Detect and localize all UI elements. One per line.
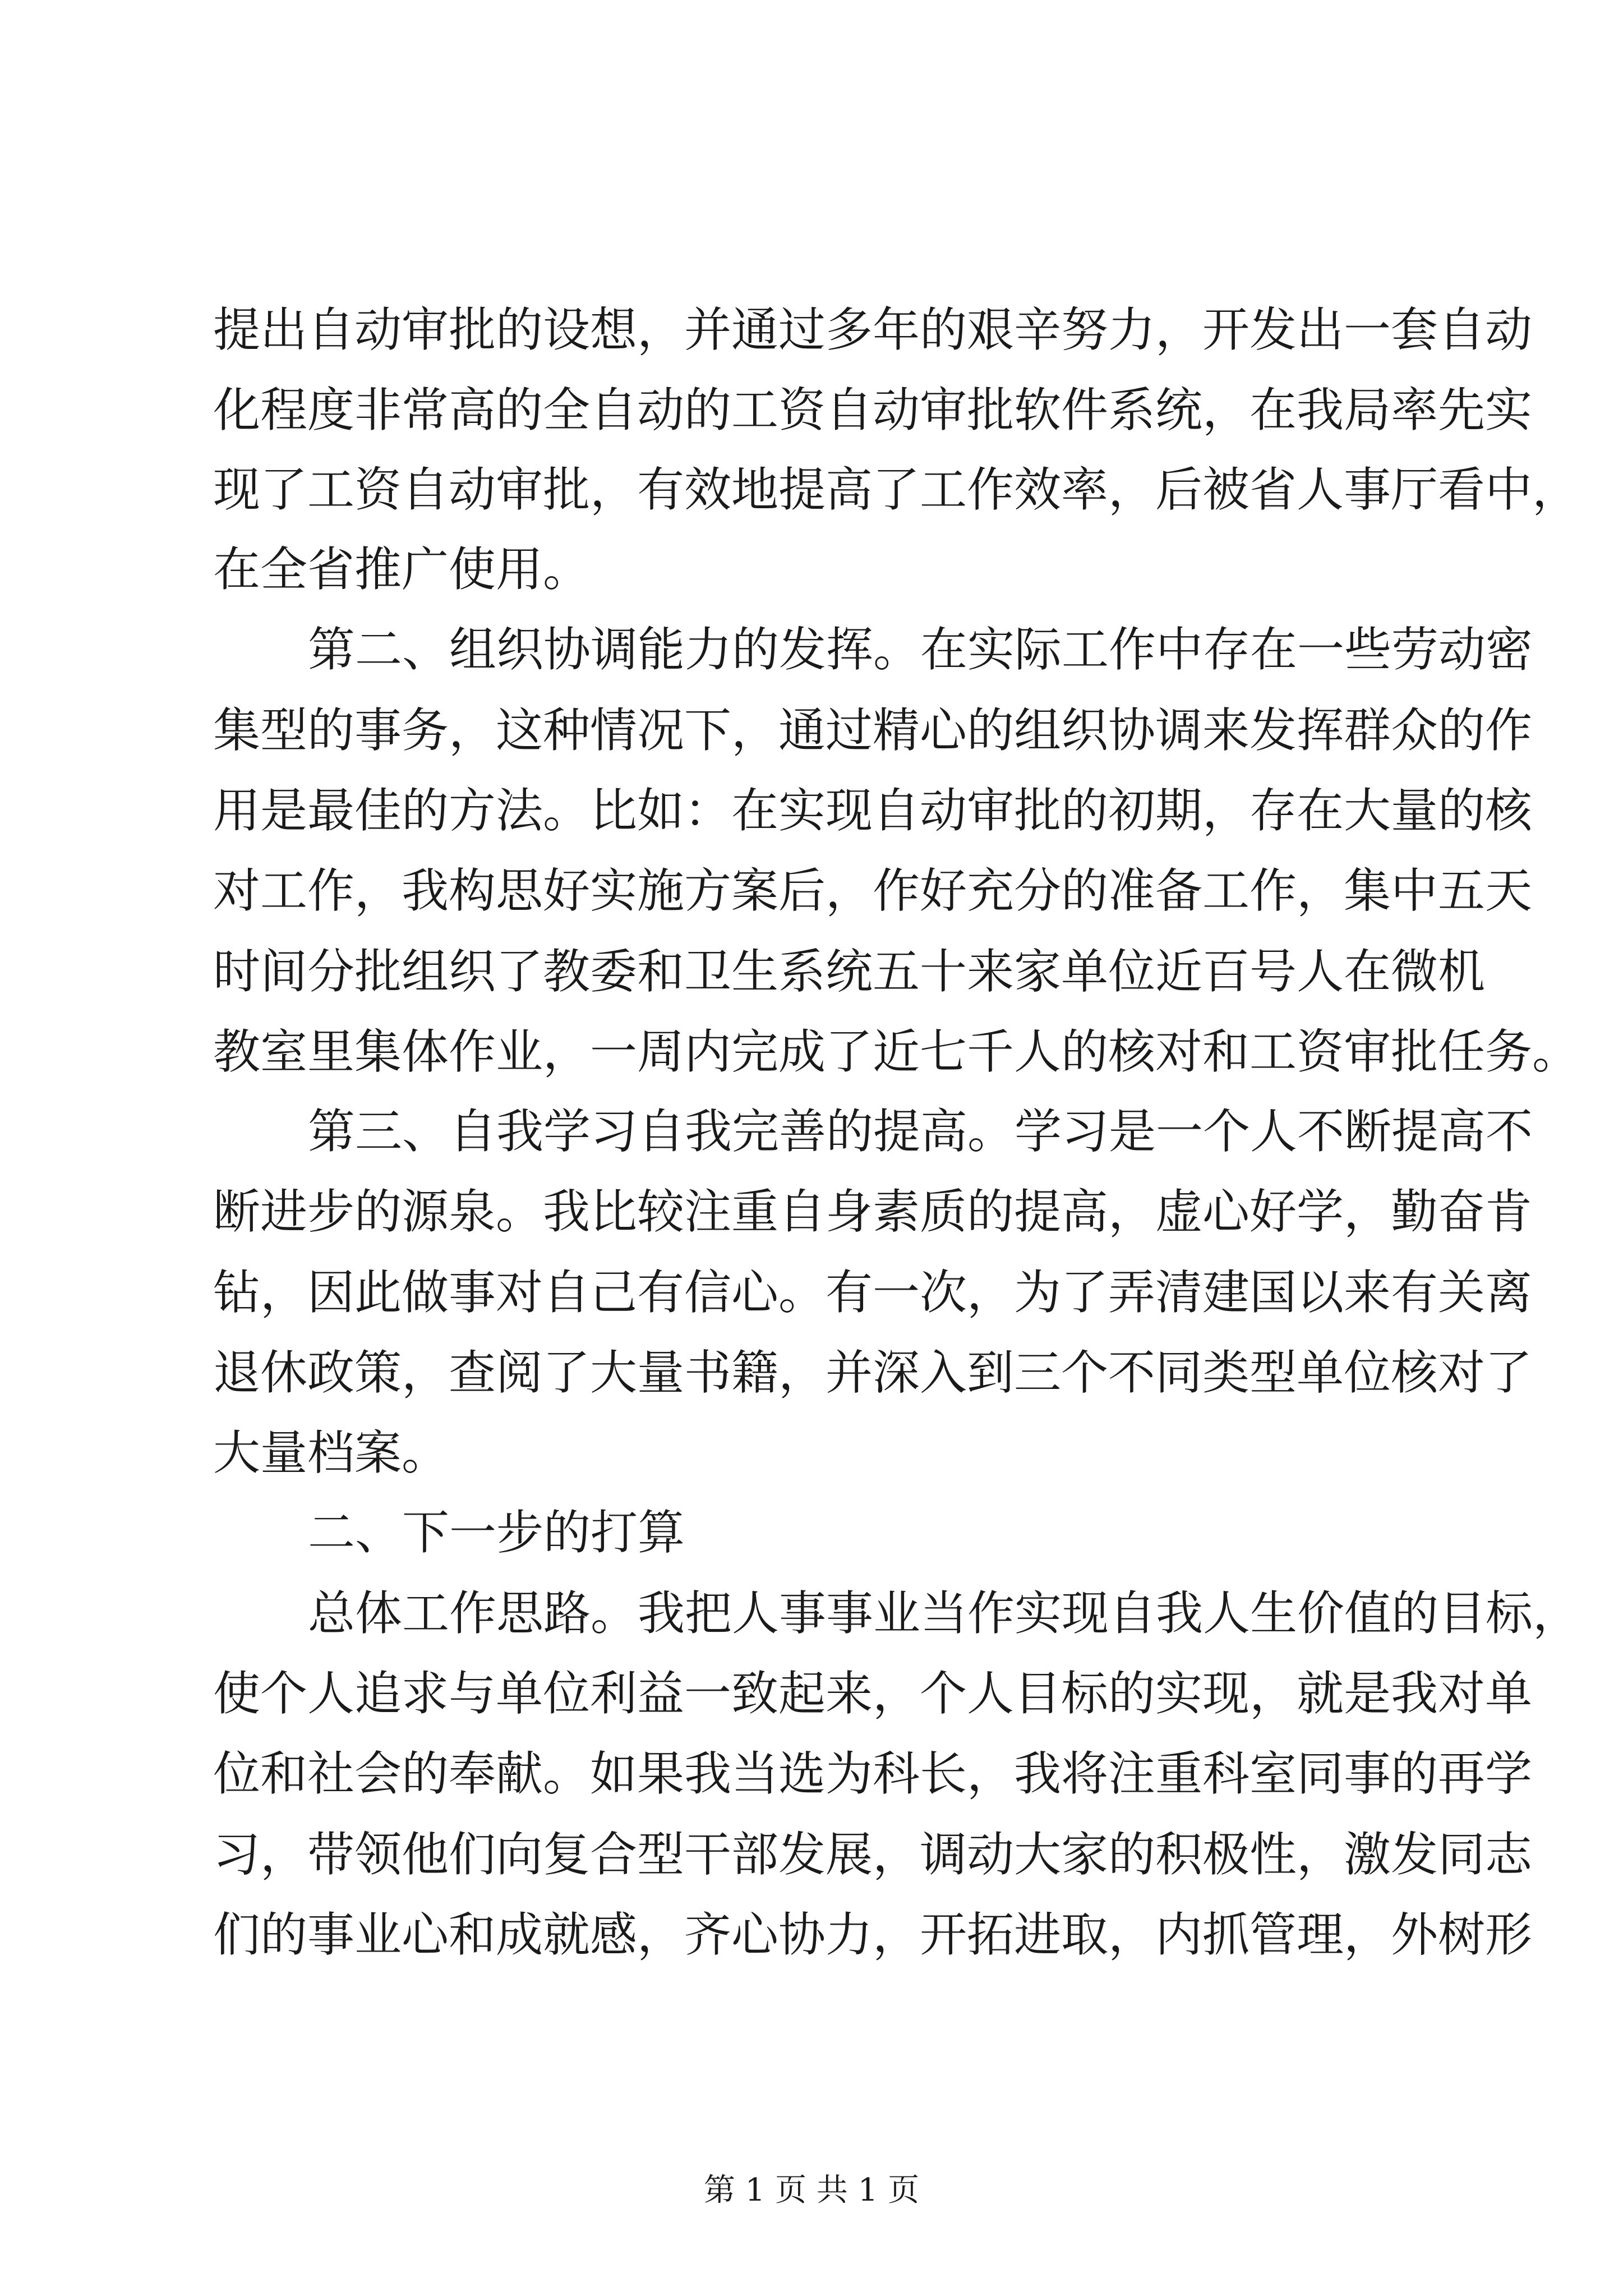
body-text-line: 化程度非常高的全自动的工资自动审批软件系统，在我局率先实 [213, 383, 1533, 438]
body-text-line: 使个人追求与单位利益一致起来，个人目标的实现，就是我对单 [213, 1666, 1533, 1721]
body-text-line: 教室里集体作业，一周内完成了近七千人的核对和工资审批任务。 [213, 1024, 1580, 1079]
body-text-line: 时间分批组织了教委和卫生系统五十来家单位近百号人在微机 [213, 944, 1486, 999]
body-text-line: 提出自动审批的设想，并通过多年的艰辛努力，开发出一套自动 [213, 302, 1533, 357]
body-text-line: 习，带领他们向复合型干部发展，调动大家的积极性，激发同志 [213, 1827, 1533, 1882]
paragraph-heading-line: 第三、自我学习自我完善的提高。学习是一个人不断提高不 [308, 1104, 1533, 1159]
body-text-line: 对工作，我构思好实施方案后，作好充分的准备工作，集中五天 [213, 863, 1533, 918]
section-heading: 二、下一步的打算 [308, 1505, 685, 1560]
body-text-line: 断进步的源泉。我比较注重自身素质的提高，虚心好学，勤奋肯 [213, 1184, 1533, 1239]
body-text-line: 钻，因此做事对自己有信心。有一次，为了弄清建国以来有关离 [213, 1265, 1533, 1320]
body-text-line: 现了工资自动审批，有效地提高了工作效率，后被省人事厅看中， [213, 462, 1580, 517]
page-number-footer: 第 1 页 共 1 页 [703, 2172, 920, 2208]
body-text-line: 在全省推广使用。 [213, 542, 591, 597]
body-text-line: 集型的事务，这种情况下，通过精心的组织协调来发挥群众的作 [213, 703, 1533, 758]
body-text-line: 用是最佳的方法。比如：在实现自动审批的初期，存在大量的核 [213, 783, 1533, 838]
body-text-line: 们的事业心和成就感，齐心协力，开拓进取，内抓管理，外树形 [213, 1907, 1533, 1962]
paragraph-heading-line: 总体工作思路。我把人事事业当作实现自我人生价值的目标， [308, 1586, 1580, 1641]
paragraph-heading-line: 第二、组织协调能力的发挥。在实际工作中存在一些劳动密 [308, 622, 1533, 677]
body-text-line: 退休政策，查阅了大量书籍，并深入到三个不同类型单位核对了 [213, 1345, 1533, 1400]
body-text-line: 大量档案。 [213, 1425, 449, 1480]
body-text-line: 位和社会的奉献。如果我当选为科长，我将注重科室同事的再学 [213, 1746, 1533, 1801]
